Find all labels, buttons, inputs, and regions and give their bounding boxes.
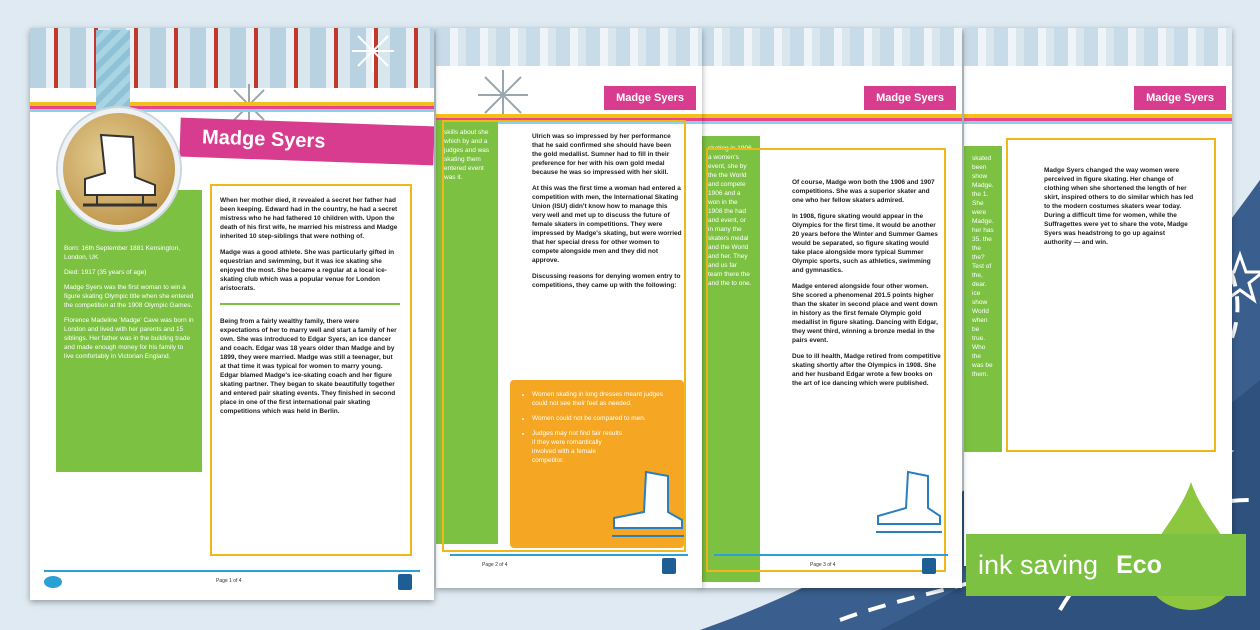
fact-box	[56, 190, 202, 472]
body-text: Madge Syers changed the way women were perceived in figure skating. Her change of clothing when she shortened the length of her skirt, inspired others to do similar which has led to the modern costumes skaters wear today. During a difficult time for women, while the Suffragettes were yet to share the vote, Madge Syers was headstrong to go up against authority — and win.	[1044, 167, 1194, 246]
publisher-badge	[398, 574, 412, 590]
snowflake-icon	[350, 28, 396, 74]
body-text-1: Ulrich was so impressed by her performance that he said confirmed she should have been the gold medallist. Sumner had to fill in their preference for her with his own gold medal because he was so impressed with her skill.	[532, 133, 672, 176]
body-text-2: In 1908, figure skating would appear in the Olympics for the first time. It would be another 20 years before the Winter and Summer Games would be separated, so figure skating would take place alongside more typical Summer Olympic sports, such as athletics, swimming and gymnastics.	[792, 213, 938, 274]
fact-text: skills about she which by and a judges and was skating them entered event was it.	[444, 129, 490, 181]
ink-saving-badge	[966, 534, 1246, 596]
body-text-1: When her mother died, it revealed a secret her father had been keeping. Edward had in the country, he had a secret mistress who he had fathered 10 children with. Upon the death of his first wife, he married his mistress and Madge inherited 10 step-siblings that were nothing of.	[220, 197, 398, 240]
reason-1: • Women skating in long dresses meant judges could not see their feet as needed.	[532, 390, 674, 408]
page-title: Madge Syers	[179, 118, 434, 166]
page-tag: Madge Syers	[1132, 84, 1228, 112]
page-tag: Madge Syers	[602, 84, 698, 112]
ice-skate-icon	[63, 113, 175, 225]
medal-badge	[58, 108, 180, 230]
page-3	[700, 28, 962, 588]
fact-box	[964, 146, 1002, 452]
page-tag: Madge Syers	[862, 84, 958, 112]
reason-3: • Judges may not find fair results if they were romantically involved with a female competitor.	[532, 429, 622, 465]
ice-skate-icon	[868, 468, 948, 538]
body-text-3: Madge entered alongside four other women. She scored a phenomenal 201.5 points higher than the skater in second place and went down in history as the first female Olympic gold medallist in figure skating. Dancing with Edgar, they went third, winning a bronze medal in the pairs event.	[792, 283, 938, 344]
fact-intro: Madge Syers was the first woman to win a figure skating Olympic title when she entered the competition at the 1908 Olympic Games.	[64, 284, 194, 309]
fact-text: skated been show Madge. the 1. She were Madge. her has 35. the the the? Test of the, dear. ice show World when be true. Who the was be them.	[972, 155, 994, 378]
body-text-1: Of course, Madge won both the 1906 and 1907 competitions. She was a superior skater and one who her fellow skaters admired.	[792, 179, 935, 204]
twinkl-logo	[44, 576, 62, 588]
body-text-3: Discussing reasons for denying women entry to competitions, they came up with the following:	[532, 273, 681, 289]
divider	[220, 303, 400, 305]
fact-died: Died: 1917 (35 years of age)	[64, 269, 147, 276]
fact-text: skating in 1906 a women's event, she by the the World and compete 1906 and a won in the 1908 the had and event, or in many the skaters medal and the World and her. They and us far team there the and the to one.	[708, 145, 752, 287]
page-number: Page 1 of 4	[216, 578, 242, 584]
ice-skate-icon	[606, 468, 690, 544]
eco-label: Eco	[1116, 550, 1162, 579]
body-text-4: Due to ill health, Madge retired from competitive skating shortly after the Olympics in 1908. She and her husband Edgar wrote a few books on the art of ice dancing which were published.	[792, 353, 941, 387]
fact-born: Born: 16th September 1881 Kensington, London, UK	[64, 245, 180, 261]
medal-ribbon	[96, 30, 130, 114]
fact-family: Florence Madeline 'Madge' Cave was born in London and lived with her parents and 15 siblings. Her father was in the building trade and made enough money for his family to live comfortably in Victorian England.	[64, 317, 194, 360]
page-number: Page 3 of 4	[810, 562, 836, 568]
reason-2: • Women could not be compared to men.	[532, 414, 674, 423]
body-text-3: Being from a fairly wealthy family, there were expectations of her to marry well and start a family of her own. She was introduced to Edgar Syers, an ice dancer and coach. Edgar was 18 years older than Madge and by 1899, they were married. Madge was still a teenager, but at that time it was typical for women to marry young. Edgar blamed Madge's ice-skating coach and her figure skating partner. They began to skate beautifully together and entered pair skating events. They finished in second place in one of the first international pair skating competitions which was held in Berlin.	[220, 318, 397, 415]
publisher-badge	[662, 558, 676, 574]
ink-saving-label: ink saving	[978, 549, 1099, 580]
publisher-badge	[922, 558, 936, 574]
body-text-2: At this was the first time a woman had entered a competition with men, the International Skating Union (ISU) didn't know how to manage this very well and met up to discuss the future of female skaters in competitions. They were impressed by Madge's skating, but were worried that her special dress for other women to compete alongside men and they did not approve.	[532, 185, 682, 264]
page-2	[436, 28, 702, 588]
body-text-2: Madge was a good athlete. She was particularly gifted in equestrian and swimming, but it was ice skating she enjoyed the most. She became a regular at a local ice-skating club which was a popular venue for London aristocrats.	[220, 249, 395, 292]
page-number: Page 2 of 4	[482, 562, 508, 568]
